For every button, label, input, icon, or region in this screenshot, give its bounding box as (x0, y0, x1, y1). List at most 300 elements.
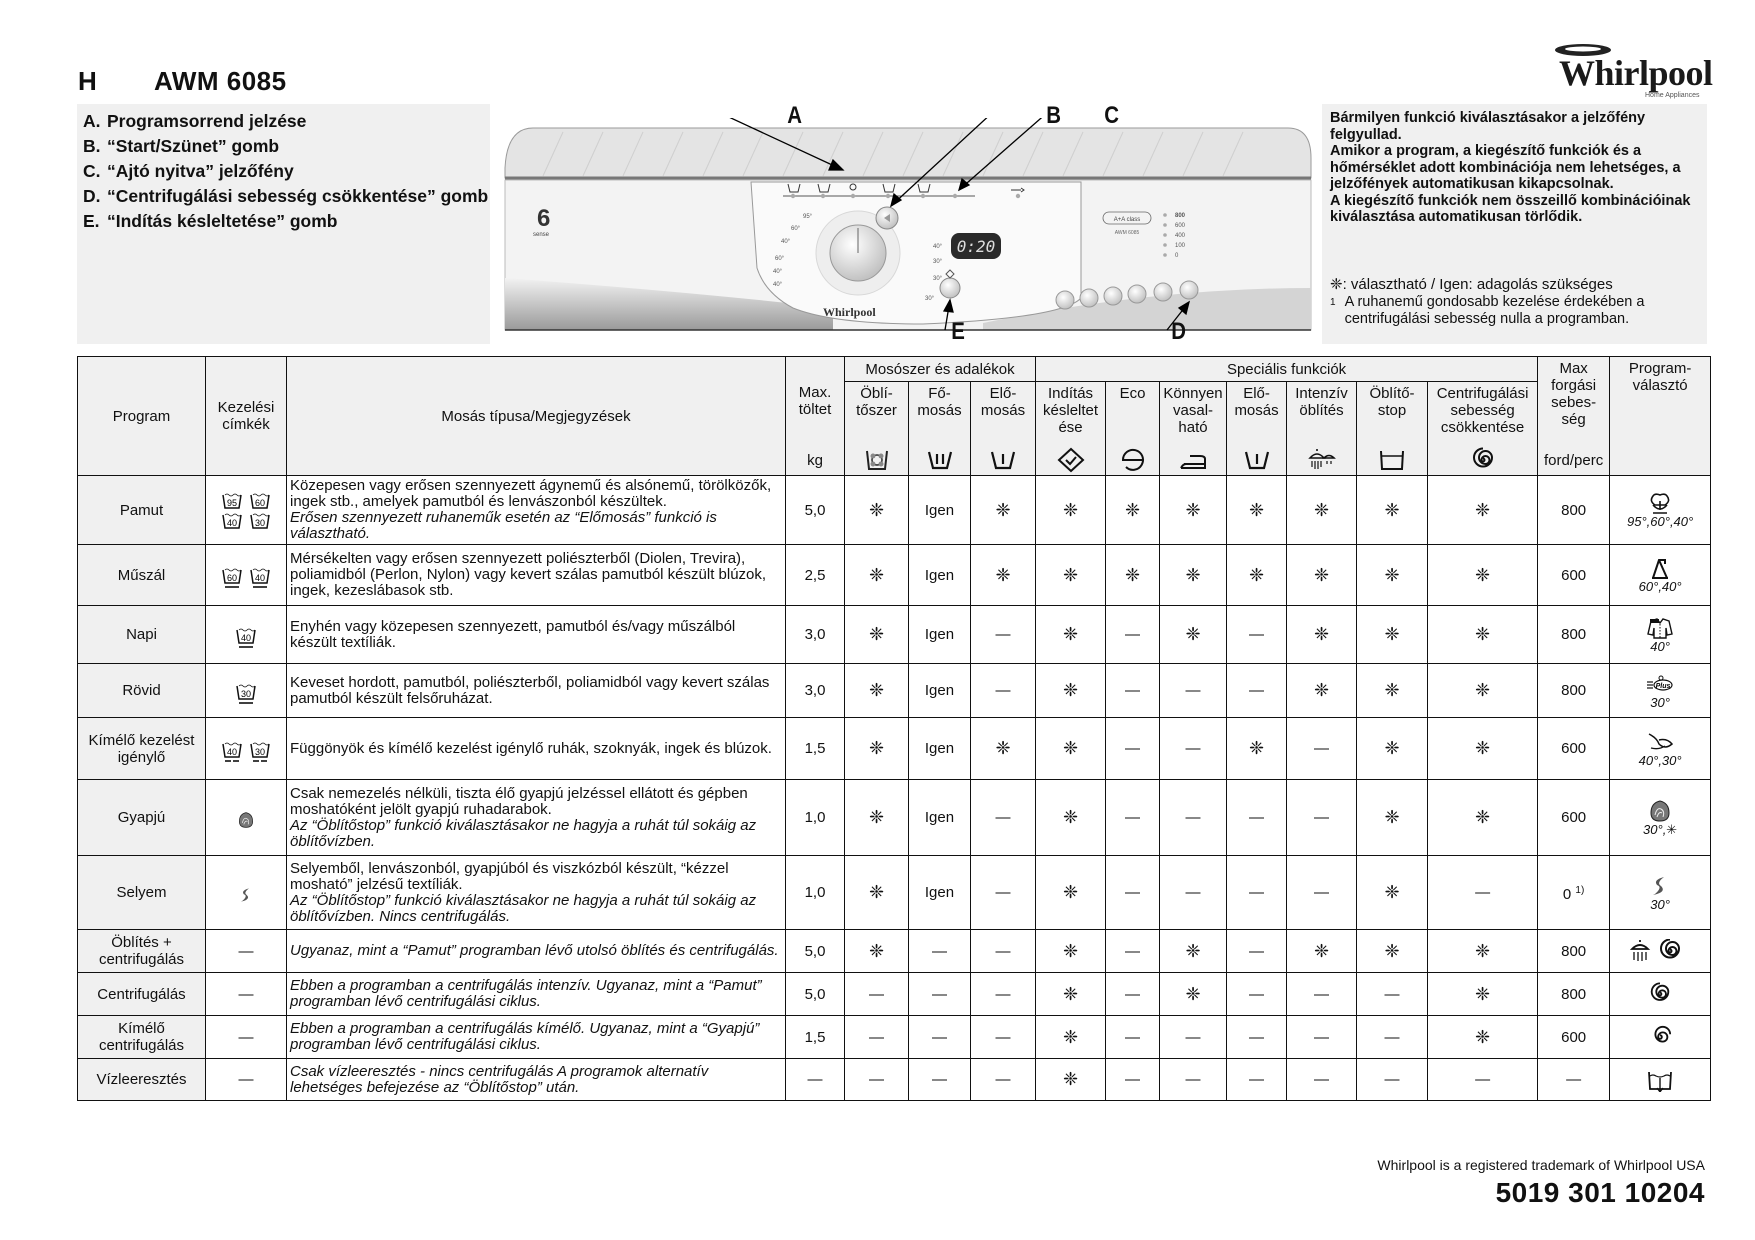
care-labels (206, 664, 287, 718)
function-availability: ❈ (1036, 718, 1106, 780)
table-row (78, 1016, 1711, 1059)
function-availability: ❈ (1428, 664, 1538, 718)
program-name: Rövid (78, 664, 206, 718)
header-function-icon-cell (1106, 445, 1160, 476)
daily-icon (1645, 616, 1675, 640)
max-load: 5,0 (786, 476, 845, 545)
cotton-icon (1645, 491, 1675, 515)
max-spin-value: 800 (1561, 501, 1587, 519)
function-availability: — (1106, 856, 1160, 930)
function-availability: — (1227, 1016, 1287, 1059)
function-availability: ❈ (845, 930, 909, 973)
description-cell (287, 780, 786, 856)
selector-temperature: 40°,30° (1638, 752, 1682, 768)
svg-text:A+A class: A+A class (1113, 217, 1141, 223)
legend-text: “Ajtó nyitva” jelzőfény (107, 161, 294, 181)
function-availability: ❈ (1357, 545, 1428, 606)
description-text: Közepesen vagy erősen szennyezett ágynemű és alsónemű, törölközők, ingek stb., amelyek pamutból és lenvászonból készültek. (290, 477, 772, 510)
svg-text:40°: 40° (781, 239, 791, 245)
legend-text: “Centrifugálási sebesség csökkentése” gomb (107, 186, 489, 206)
svg-text:40°: 40° (773, 282, 783, 288)
wash-temp-care-icon (249, 491, 271, 509)
max-load: 5,0 (786, 973, 845, 1016)
svg-text:30: 30 (240, 688, 252, 699)
program-selector-cell (1610, 1016, 1711, 1059)
table-row (78, 664, 1711, 718)
table-row (78, 973, 1711, 1016)
program-selector-cell (1610, 780, 1711, 856)
function-availability: — (1160, 1059, 1227, 1101)
function-availability: ❈ (1287, 930, 1357, 973)
max-spin (1538, 545, 1610, 606)
max-load: 1,0 (786, 780, 845, 856)
wash-temp-care-icon (249, 740, 271, 758)
legend-key: A. (83, 111, 101, 131)
function-availability: ❈ (1036, 856, 1106, 930)
svg-text:60: 60 (254, 498, 266, 508)
no-care-label: — (238, 985, 254, 1003)
whirlpool-logo (1545, 40, 1715, 102)
wool-care-icon (235, 809, 257, 827)
function-availability: — (845, 1016, 909, 1059)
program-name: Gyapjú (78, 780, 206, 856)
legend-item (83, 185, 490, 207)
header-max-load: Max. töltet (786, 357, 845, 446)
description-note: Az “Öblítőstop” funkció kiválasztásakor ne hagyja a ruhát túl sokáig az öblítővízben. (290, 816, 757, 850)
header-function-column: Öblí-tőszer (845, 382, 909, 446)
table-row (78, 718, 1711, 780)
header-function-column: Eco (1106, 382, 1160, 446)
function-availability: ❈ (1357, 930, 1428, 973)
function-availability: — (1227, 780, 1287, 856)
function-availability: — (1227, 930, 1287, 973)
function-availability: ❈ (1287, 606, 1357, 664)
wash-temp-care-icon (221, 491, 243, 509)
function-availability: ❈ (1428, 718, 1538, 780)
description-cell (287, 1059, 786, 1101)
program-selector-cell (1610, 1059, 1711, 1101)
prewash-icon (1242, 447, 1272, 473)
header-group-special: Speciális funkciók (1036, 357, 1538, 382)
function-availability: Igen (909, 780, 971, 856)
spin-speed-label: 100 (1175, 243, 1186, 249)
svg-text:40°: 40° (773, 269, 783, 275)
function-availability: ❈ (1428, 780, 1538, 856)
legend-key: E. (83, 211, 100, 231)
control-legend (77, 104, 490, 344)
max-spin-value: 800 (1561, 942, 1587, 960)
table-row (78, 545, 1711, 606)
function-availability: — (1106, 1059, 1160, 1101)
function-availability: ❈ (971, 718, 1036, 780)
note-paragraph: Bármilyen funkció kiválasztásakor a jelzőfény felgyullad. (1330, 110, 1646, 143)
program-selector-cell (1610, 856, 1711, 930)
header-function-icon-cell (1287, 445, 1357, 476)
description-cell (287, 1016, 786, 1059)
header-max-spin: Max forgási sebes-ség (1538, 357, 1610, 446)
max-load: 1,5 (786, 718, 845, 780)
callout-a: A (787, 102, 803, 129)
max-spin (1538, 973, 1610, 1016)
spin-footnote-mark: 1) (1575, 885, 1585, 896)
selector-temperature: 30° (1650, 896, 1670, 912)
max-spin (1538, 606, 1610, 664)
function-availability: ❈ (1428, 973, 1538, 1016)
header-group-detergent: Mosószer és adalékok (845, 357, 1036, 382)
no-care-label: — (238, 1028, 254, 1046)
function-availability: ❈ (1160, 476, 1227, 545)
max-load: 3,0 (786, 664, 845, 718)
description-cell (287, 606, 786, 664)
function-availability: ❈ (845, 718, 909, 780)
care-labels (206, 973, 287, 1016)
program-name: Pamut (78, 476, 206, 545)
legend-key: B. (83, 136, 101, 156)
function-availability: — (909, 1016, 971, 1059)
header-function-icon-cell (1160, 445, 1227, 476)
spin-speed-led (1163, 233, 1167, 237)
function-availability: — (1287, 856, 1357, 930)
max-spin-value: 800 (1561, 626, 1587, 643)
table-row (78, 930, 1711, 973)
svg-text:30°: 30° (925, 296, 935, 302)
function-availability: ❈ (845, 606, 909, 664)
header-function-column: Intenzív öblítés (1287, 382, 1357, 446)
legend-item (83, 135, 490, 157)
function-availability: ❈ (1357, 718, 1428, 780)
description-text: Enyhén vagy közepesen szennyezett, pamutból és/vagy műszálból készült textíliák. (290, 617, 736, 651)
svg-text:40°: 40° (933, 244, 943, 250)
function-availability: Igen (909, 856, 971, 930)
selector-temperature: 95°,60°,40° (1627, 514, 1694, 529)
no-care-label: — (238, 942, 254, 960)
max-spin-value: 600 (1561, 1028, 1587, 1046)
function-availability: ❈ (1428, 1016, 1538, 1059)
function-availability: — (1357, 1059, 1428, 1101)
max-load: 5,0 (786, 930, 845, 973)
function-availability: — (1160, 856, 1227, 930)
notes-bold-text (1322, 104, 1707, 226)
function-availability: ❈ (1036, 930, 1106, 973)
synthetic-icon (1645, 556, 1675, 580)
header-function-icon-cell (1036, 445, 1106, 476)
max-spin (1538, 476, 1610, 545)
program-selector-cell (1610, 606, 1711, 664)
function-availability: — (1287, 1016, 1357, 1059)
max-load: — (786, 1059, 845, 1101)
callout-b: B (1046, 102, 1062, 129)
optional-symbol-icon: ❈ (1330, 276, 1343, 293)
logo-wordmark: Whirlpool (1559, 53, 1713, 93)
description-note: Ebben a programban a centrifugálás intenzív. Ugyanaz, mint a “Pamut” programban lévő centrifugálási ciklus. (290, 977, 762, 1010)
header-function-icon-cell (1227, 445, 1287, 476)
program-name: Műszál (78, 545, 206, 606)
header-function-icon-cell (1428, 445, 1538, 476)
description-cell (287, 545, 786, 606)
max-spin-value: 800 (1561, 682, 1587, 699)
rinse-spin-icon (1630, 939, 1690, 963)
description-cell (287, 856, 786, 930)
function-availability: ❈ (1428, 545, 1538, 606)
function-availability: ❈ (1036, 545, 1106, 606)
function-availability: ❈ (845, 476, 909, 545)
footnote-text: A ruhanemű gondosabb kezelése érdekében a centrifugálási sebesség nulla a programban. (1344, 294, 1645, 327)
description-note: Erősen szennyezett ruhaneműk esetén az “Előmosás” funkció is választható. (290, 509, 717, 542)
header-function-icon-cell (909, 445, 971, 476)
description-text: Selyemből, lenvászonból, gyapjúból és viszkózból készült, “kézzel mosható” jelzésű textíliák. (290, 859, 729, 893)
spin-speed-label: 600 (1175, 223, 1186, 229)
function-availability: ❈ (1428, 476, 1538, 545)
program-selector-cell (1610, 545, 1711, 606)
program-name: Selyem (78, 856, 206, 930)
program-selector-cell (1610, 718, 1711, 780)
display-readout: 0:20 (956, 237, 996, 256)
max-spin-value: 600 (1561, 809, 1587, 826)
function-availability: ❈ (971, 476, 1036, 545)
function-availability: — (909, 1059, 971, 1101)
function-availability: — (1227, 1059, 1287, 1101)
max-spin-value: 0 (1562, 886, 1572, 903)
svg-text:Plus: Plus (1655, 682, 1671, 690)
function-availability: ❈ (1357, 664, 1428, 718)
max-spin (1538, 856, 1610, 930)
silk-care-icon (235, 884, 257, 902)
function-availability: — (845, 1059, 909, 1101)
footnote-mark: 1 (1330, 297, 1336, 308)
wash-temp-care-icon (221, 511, 243, 529)
header-function-column: Elő-mosás (1227, 382, 1287, 446)
max-spin (1538, 664, 1610, 718)
svg-text:95: 95 (226, 498, 238, 508)
function-availability: — (909, 930, 971, 973)
max-spin-value: 600 (1561, 566, 1587, 584)
function-availability: ❈ (1357, 476, 1428, 545)
header-function-icon-cell (971, 445, 1036, 476)
wash-temp-care-icon (235, 626, 257, 644)
max-load: 3,0 (786, 606, 845, 664)
description-cell (287, 718, 786, 780)
wash-temp-care-icon (235, 682, 257, 700)
function-availability: ❈ (1287, 545, 1357, 606)
max-load: 1,5 (786, 1016, 845, 1059)
gentle-spin-icon (1645, 1025, 1675, 1049)
legend-item (83, 210, 490, 232)
program-name: Vízleeresztés (78, 1059, 206, 1101)
trademark-notice: Whirlpool is a registered trademark of Whirlpool USA (1377, 1157, 1705, 1173)
max-spin-value: 600 (1561, 740, 1587, 757)
care-labels (206, 930, 287, 973)
function-availability: ❈ (1036, 606, 1106, 664)
wool-icon (1645, 799, 1675, 823)
function-availability: — (1160, 780, 1227, 856)
care-labels (206, 1059, 287, 1101)
description-note: Csak vízleeresztés - nincs centrifugálás A programok alternatív lehetséges befejezése az “Öblítőstop” után. (290, 1062, 709, 1096)
max-spin (1538, 718, 1610, 780)
description-cell (287, 973, 786, 1016)
svg-text:sense: sense (533, 232, 550, 238)
function-availability: ❈ (971, 545, 1036, 606)
program-name: Kímélő centrifugálás (78, 1016, 206, 1059)
delicate-feather-icon (1645, 730, 1675, 754)
function-availability: Igen (909, 476, 971, 545)
spin-speed-led (1163, 253, 1167, 257)
function-availability: ❈ (1036, 780, 1106, 856)
max-load: 1,0 (786, 856, 845, 930)
callout-c: C (1104, 102, 1120, 129)
function-availability: ❈ (1287, 664, 1357, 718)
program-selector-cell (1610, 476, 1711, 545)
function-availability: — (1227, 856, 1287, 930)
max-spin (1538, 930, 1610, 973)
function-availability: — (971, 1016, 1036, 1059)
program-name: Öblítés + centrifugálás (78, 930, 206, 973)
care-labels (206, 856, 287, 930)
rinse-hold-icon (1377, 447, 1407, 473)
function-availability: ❈ (845, 780, 909, 856)
spin-speed-label: 400 (1175, 233, 1186, 239)
max-spin (1538, 1016, 1610, 1059)
function-availability: Igen (909, 545, 971, 606)
logo-subtitle: Home Appliances (1645, 92, 1700, 99)
header-function-column: Indítás késleltet ése (1036, 382, 1106, 446)
header-program: Program (78, 357, 206, 476)
function-availability: — (1160, 718, 1227, 780)
svg-text:40: 40 (226, 746, 238, 757)
header-program-selector: Program-választó (1610, 357, 1711, 476)
function-availability: Igen (909, 606, 971, 664)
function-availability: ❈ (1428, 606, 1538, 664)
note-paragraph: A kiegészítő funkciók nem összeillő kombinációinak kiválasztása automatikusan törlődik. (1330, 192, 1691, 225)
function-availability: — (1106, 1016, 1160, 1059)
function-availability: ❈ (1036, 664, 1106, 718)
function-availability: ❈ (1357, 606, 1428, 664)
function-availability: ❈ (1357, 780, 1428, 856)
table-row (78, 856, 1711, 930)
header-function-icon-cell (845, 445, 909, 476)
legend-text: Programsorrend jelzése (107, 111, 307, 131)
easy-iron-icon (1178, 447, 1208, 473)
program-selector-cell (1610, 973, 1711, 1016)
care-labels (206, 476, 287, 545)
table-row (78, 606, 1711, 664)
intensive-rinse-icon (1307, 447, 1337, 473)
legend-text: “Indítás késleltetése” gomb (107, 211, 338, 231)
function-availability: — (971, 973, 1036, 1016)
spin-icon (1645, 982, 1675, 1006)
table-row (78, 476, 1711, 545)
no-care-label: — (238, 1071, 254, 1088)
callout-d: D (1171, 318, 1187, 345)
program-name: Kímélő kezelést igénylő (78, 718, 206, 780)
description-text: Mérsékelten vagy erősen szennyezett poliészterből (Diolen, Trevira), poliamidból (Perlon, Nylon) vagy kevert szálas pamutból készült blúzok, ingek, kezeslábasok stb. (290, 550, 767, 599)
function-availability: ❈ (1227, 718, 1287, 780)
table-row (78, 780, 1711, 856)
function-availability: ❈ (1036, 1016, 1106, 1059)
max-load: 2,5 (786, 545, 845, 606)
language-code: H (78, 66, 98, 96)
program-name: Napi (78, 606, 206, 664)
notes-box (1322, 104, 1707, 344)
spin-icon (1468, 447, 1498, 473)
care-labels (206, 718, 287, 780)
function-availability: ❈ (1227, 545, 1287, 606)
function-availability: — (909, 973, 971, 1016)
program-selector-cell (1610, 930, 1711, 973)
max-spin-value: 800 (1561, 985, 1587, 1003)
function-availability: ❈ (1160, 545, 1227, 606)
table-row (78, 1059, 1711, 1101)
function-availability: — (1227, 973, 1287, 1016)
description-cell (287, 930, 786, 973)
function-availability: ❈ (1160, 930, 1227, 973)
function-availability: ❈ (845, 664, 909, 718)
silk-icon (1645, 874, 1675, 898)
function-availability: — (1428, 1059, 1538, 1101)
care-labels (206, 780, 287, 856)
function-availability: ❈ (1106, 545, 1160, 606)
function-availability: — (1227, 606, 1287, 664)
wash-temp-care-icon (249, 511, 271, 529)
legend-item (83, 160, 490, 182)
function-availability: ❈ (1357, 856, 1428, 930)
legend-item (83, 110, 490, 132)
function-availability: ❈ (1160, 973, 1227, 1016)
selector-temperature: 30°,✳ (1643, 821, 1678, 837)
function-availability: — (1106, 606, 1160, 664)
legend-key: D. (83, 186, 101, 206)
note-paragraph: Amikor a program, a kiegészítő funkciók és a hőmérséklet adott kombinációja nem lehetséges, a jelzőfények automatikusan kikapcsolnak. (1330, 143, 1681, 192)
main-wash-icon (925, 447, 955, 473)
description-cell (287, 664, 786, 718)
program-table (77, 356, 1711, 1101)
function-availability: — (971, 1059, 1036, 1101)
svg-text:40: 40 (226, 518, 238, 528)
care-labels (206, 545, 287, 606)
function-availability: ❈ (1036, 1059, 1106, 1101)
svg-text:60°: 60° (791, 226, 801, 232)
softener-icon (862, 447, 892, 473)
function-availability: — (1106, 780, 1160, 856)
svg-text:6: 6 (537, 205, 551, 232)
spin-speed-label: 0 (1175, 253, 1179, 259)
function-availability: — (1106, 930, 1160, 973)
symbol-key (1330, 275, 1613, 293)
function-availability: — (1160, 664, 1227, 718)
wash-temp-care-icon (221, 740, 243, 758)
header-load-unit: kg (786, 445, 845, 476)
function-availability: ❈ (1287, 476, 1357, 545)
spin-speed-led (1163, 223, 1167, 227)
svg-text:95°: 95° (803, 214, 813, 220)
description-text: Csak nemezelés nélküli, tiszta élő gyapjú jelzéssel ellátott és gépben moshatóként jelölt gyapjú ruhadarabok. (290, 784, 748, 818)
svg-text:30: 30 (254, 518, 266, 528)
delay-start-icon (1056, 447, 1086, 473)
description-note: Ugyanaz, mint a “Pamut” programban lévő utolsó öblítés és centrifugálás. (290, 942, 779, 959)
header-function-column: Öblítő-stop (1357, 382, 1428, 446)
function-availability: ❈ (1160, 606, 1227, 664)
function-availability: — (1357, 1016, 1428, 1059)
header-description: Mosás típusa/Megjegyzések (287, 357, 786, 476)
svg-text:40: 40 (240, 632, 252, 643)
callout-e: E (951, 318, 965, 345)
description-cell (287, 476, 786, 545)
legend-text: “Start/Szünet” gomb (107, 136, 280, 156)
svg-text:Whirlpool: Whirlpool (823, 305, 876, 319)
legend-key: C. (83, 161, 101, 181)
header-function-column: Könnyen vasal-ható (1160, 382, 1227, 446)
care-labels (206, 606, 287, 664)
spin-speed-led (1163, 243, 1167, 247)
